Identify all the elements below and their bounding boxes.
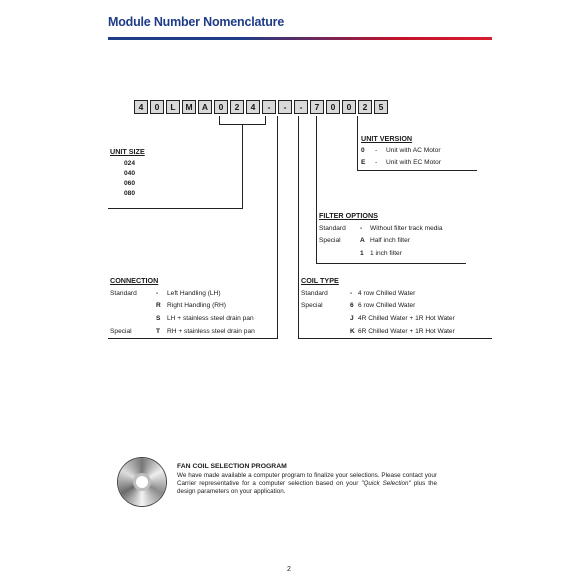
coil-connector-horizontal (298, 338, 492, 339)
filter-options-heading: FILTER OPTIONS (319, 211, 378, 220)
coil-type-label: Special (301, 302, 323, 309)
model-cell: L (166, 100, 180, 114)
filter-option-code: A (360, 237, 365, 244)
unit-size-value: 080 (124, 190, 136, 197)
model-cell: - (278, 100, 292, 114)
model-cell: 0 (150, 100, 164, 114)
coil-type-code: K (350, 328, 355, 335)
unit-size-heading: UNIT SIZE (110, 147, 145, 156)
unit-size-value: 024 (124, 160, 136, 167)
connection-code: T (156, 328, 161, 335)
coil-type-desc: 6 row Chilled Water (358, 302, 416, 309)
model-cell: A (198, 100, 212, 114)
filter-option-label: Standard (319, 225, 346, 232)
model-cell: - (262, 100, 276, 114)
unit-size-value: 060 (124, 180, 136, 187)
model-cell: 0 (214, 100, 228, 114)
connection-code: R (156, 302, 161, 309)
connection-label: Standard (110, 290, 137, 297)
model-cell: 0 (342, 100, 356, 114)
unit-size-bracket-right (265, 116, 266, 124)
selection-program-body-end: plus the design parameters on your application. (177, 480, 437, 495)
filter-option-desc: Without filter track media (370, 225, 443, 232)
coil-connector-vertical (298, 116, 299, 338)
filter-option-code: 1 (360, 250, 364, 257)
page-title: Module Number Nomenclature (108, 15, 285, 29)
unit-version-dash: - (375, 147, 378, 154)
page-number: 2 (287, 566, 291, 573)
connection-desc: LH + stainless steel drain pan (167, 315, 254, 322)
unit-version-heading: UNIT VERSION (361, 134, 413, 143)
model-cell: 7 (310, 100, 324, 114)
selection-program-body (177, 472, 437, 496)
coil-type-desc: 4R Chilled Water + 1R Hot Water (358, 315, 455, 322)
unit-size-value: 040 (124, 170, 136, 177)
model-cell: 2 (230, 100, 244, 114)
unit-version-desc: Unit with AC Motor (386, 147, 441, 154)
filter-option-label: Special (319, 237, 341, 244)
filter-connector-vertical (316, 116, 317, 264)
unit-version-desc: Unit with EC Motor (386, 159, 441, 166)
unit-version-connector-vertical (357, 116, 358, 170)
connection-connector-horizontal (108, 338, 278, 339)
filter-option-desc: Half inch filter (370, 237, 410, 244)
unit-size-connector-vertical (242, 124, 243, 208)
selection-program-heading: FAN COIL SELECTION PROGRAM (177, 463, 287, 470)
unit-size-bracket-left (219, 116, 220, 124)
coil-type-code: J (350, 315, 354, 322)
coil-type-desc: 6R Chilled Water + 1R Hot Water (358, 328, 455, 335)
unit-version-code: 0 (361, 147, 365, 154)
unit-size-connector-horizontal (108, 208, 243, 209)
connection-code: S (156, 315, 161, 322)
coil-type-desc: 4 row Chilled Water (358, 290, 416, 297)
coil-type-heading: COIL TYPE (301, 276, 339, 285)
connection-desc: RH + stainless steel drain pan (167, 328, 255, 335)
model-cell: 5 (374, 100, 388, 114)
model-number-boxes (134, 100, 390, 114)
title-underline (108, 37, 492, 40)
model-cell: 2 (358, 100, 372, 114)
coil-type-code: 6 (350, 302, 354, 309)
model-cell: - (294, 100, 308, 114)
unit-version-dash: - (375, 159, 378, 166)
connection-desc: Left Handling (LH) (167, 290, 221, 297)
filter-connector-horizontal (316, 263, 466, 264)
connection-connector-vertical (277, 116, 278, 338)
model-cell: 4 (134, 100, 148, 114)
connection-heading: CONNECTION (110, 276, 159, 285)
filter-option-code: - (360, 225, 363, 232)
selection-program-body-start: We have made available a computer program to finalize your selections. Please contact your Carrier representative for a computer selection based on your (177, 472, 437, 487)
selection-program-quote: "Quick Selection" (361, 480, 411, 487)
connection-desc: Right Handling (RH) (167, 302, 226, 309)
filter-option-desc: 1 inch filter (370, 250, 402, 257)
cd-disc-hole (136, 476, 148, 488)
model-cell: 4 (246, 100, 260, 114)
connection-code: - (156, 290, 159, 297)
unit-version-connector-horizontal (357, 170, 477, 171)
coil-type-code: - (350, 290, 353, 297)
model-cell: M (182, 100, 196, 114)
unit-version-code: E (361, 159, 366, 166)
connection-label: Special (110, 328, 132, 335)
model-cell: 0 (326, 100, 340, 114)
coil-type-label: Standard (301, 290, 328, 297)
